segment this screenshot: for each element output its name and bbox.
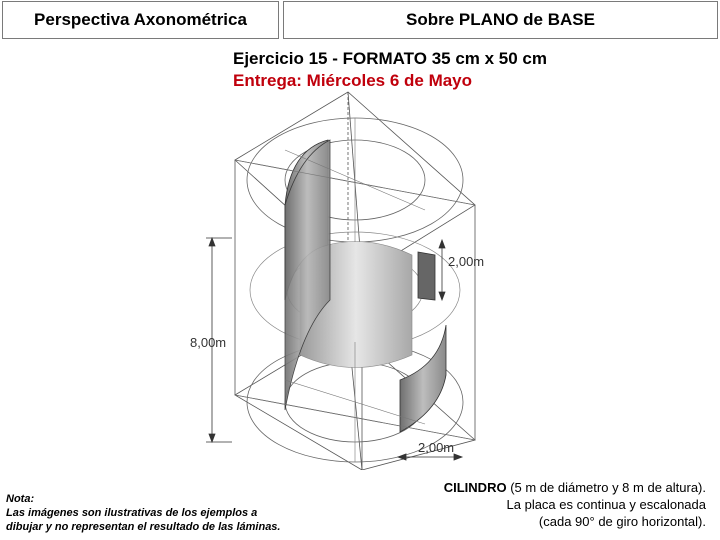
cylinder-axonometric-figure: [180, 88, 500, 470]
header-left-title: Perspectiva Axonométrica: [34, 10, 247, 29]
dimension-step-upper: [439, 240, 445, 300]
dim-step-lower-label: 2,00m: [418, 440, 455, 455]
note-line-1: Las imágenes son ilustrativas de los ejemplos a: [6, 507, 258, 519]
note-label: Nota:: [6, 493, 35, 505]
dim-step-upper-label: 2,00m: [448, 254, 485, 269]
exercise-due-date: Entrega: Miércoles 6 de Mayo: [233, 71, 473, 90]
description-line-3: (cada 90° de giro horizontal).: [538, 514, 706, 529]
right-wall: [418, 252, 435, 300]
exercise-heading: [233, 48, 547, 92]
note-block: [6, 492, 280, 534]
description-line-2: La placa es continua y escalonada: [506, 497, 706, 512]
exercise-title: Ejercicio 15 - FORMATO 35 cm x 50 cm: [233, 49, 548, 68]
dim-height-label: 8,00m: [190, 335, 227, 350]
header-left-box: [2, 1, 279, 39]
header-right-title: Sobre PLANO de BASE: [406, 10, 595, 29]
description-subject-detail: (5 m de diámetro y 8 m de altura).: [506, 480, 706, 495]
header-right-box: [283, 1, 718, 39]
description-block: [444, 479, 706, 530]
note-line-2: dibujar y no representan el resultado de las láminas.: [6, 521, 281, 533]
description-subject: CILINDRO: [443, 480, 507, 495]
